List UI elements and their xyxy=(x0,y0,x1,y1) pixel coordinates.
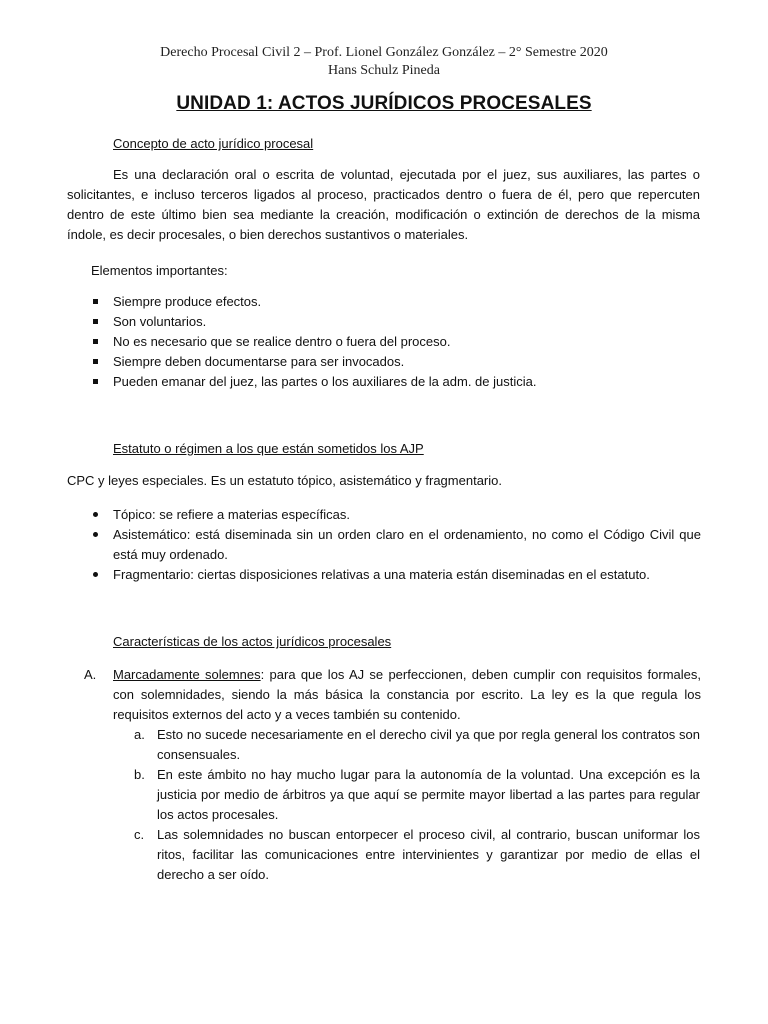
square-bullet-icon xyxy=(87,312,103,332)
round-bullet-icon xyxy=(87,505,103,525)
list-item: b. En este ámbito no hay mucho lugar para la autonomía de la voluntad. Una excepción es la justicia por medio de árbitros ya que aquí se permite mayor libertad a las partes para regular los actos procesales. xyxy=(134,767,700,822)
list-item: c. Las solemnidades no buscan entorpecer el proceso civil, al contrario, buscan uniformar los ritos, facilitar las comunicaciones entre intervinientes y garantizar por medio de ellas el derecho a ser oído. xyxy=(134,827,700,882)
round-bullet-icon xyxy=(87,525,103,545)
square-bullet-icon xyxy=(87,332,103,352)
list-item: Fragmentario: ciertas disposiciones relativas a una materia están diseminadas en el estatuto. xyxy=(113,565,701,585)
list-item: No es necesario que se realice dentro o fuera del proceso. xyxy=(113,332,703,352)
list-item: Son voluntarios. xyxy=(113,312,703,332)
list-item xyxy=(84,665,701,725)
caracteristicas-sublist xyxy=(134,725,700,885)
round-bullet-icon xyxy=(87,565,103,585)
square-bullet-icon xyxy=(87,292,103,312)
item-text: : para que los AJ se perfeccionen, deben cumplir con requisitos formales, con solemnidades, siendo la más básica la constancia por escrito. La ley es la que regula los requisitos externos del acto y a veces también su contenido. xyxy=(113,667,701,722)
list-item: Asistemático: está diseminada sin un orden claro en el ordenamiento, no como el Código Civil que está muy ordenado. xyxy=(113,525,701,565)
list-item: Tópico: se refiere a materias específicas. xyxy=(113,505,701,525)
section-heading-concepto: Concepto de acto jurídico procesal xyxy=(113,136,314,151)
caracteristicas-list xyxy=(84,665,701,725)
estatuto-intro: CPC y leyes especiales. Es un estatuto tópico, asistemático y fragmentario. xyxy=(67,473,502,488)
item-marker: a. xyxy=(134,727,145,742)
header-course-line: Derecho Procesal Civil 2 – Prof. Lionel González González – 2° Semestre 2020 xyxy=(160,45,608,60)
square-bullet-icon xyxy=(87,372,103,392)
list-item: Pueden emanar del juez, las partes o los auxiliares de la adm. de justicia. xyxy=(113,372,703,392)
list-item: Siempre deben documentarse para ser invocados. xyxy=(113,352,703,372)
elements-label: Elementos importantes: xyxy=(91,263,228,278)
section-heading-caracteristicas: Características de los actos jurídicos procesales xyxy=(113,634,392,649)
item-marker: c. xyxy=(134,827,145,842)
section-heading-estatuto: Estatuto o régimen a los que están sometidos los AJP xyxy=(113,441,424,456)
page-title: UNIDAD 1: ACTOS JURÍDICOS PROCESALES xyxy=(176,93,592,114)
concepto-paragraph: Es una declaración oral o escrita de voluntad, ejecutada por el juez, sus auxiliares, las partes o solicitantes, e incluso terceros ligados al proceso, practicados dentro o fuera de él, pero que repercuten dentro de este último bien sea mediante la creación, modificación o extinción de derechos de la misma índole, es decir procesales, o bien derechos sustantivos o materiales. xyxy=(67,167,700,242)
list-item: a. Esto no sucede necesariamente en el derecho civil ya que por regla general los contratos son consensuales. xyxy=(134,727,700,762)
item-marker: A. xyxy=(84,667,97,682)
elements-list xyxy=(113,292,703,392)
list-item: Siempre produce efectos. xyxy=(113,292,703,312)
estatuto-list xyxy=(113,505,701,585)
header-author-line: Hans Schulz Pineda xyxy=(328,63,440,78)
square-bullet-icon xyxy=(87,352,103,372)
item-marker: b. xyxy=(134,767,145,782)
item-title: Marcadamente solemnes xyxy=(113,667,261,682)
